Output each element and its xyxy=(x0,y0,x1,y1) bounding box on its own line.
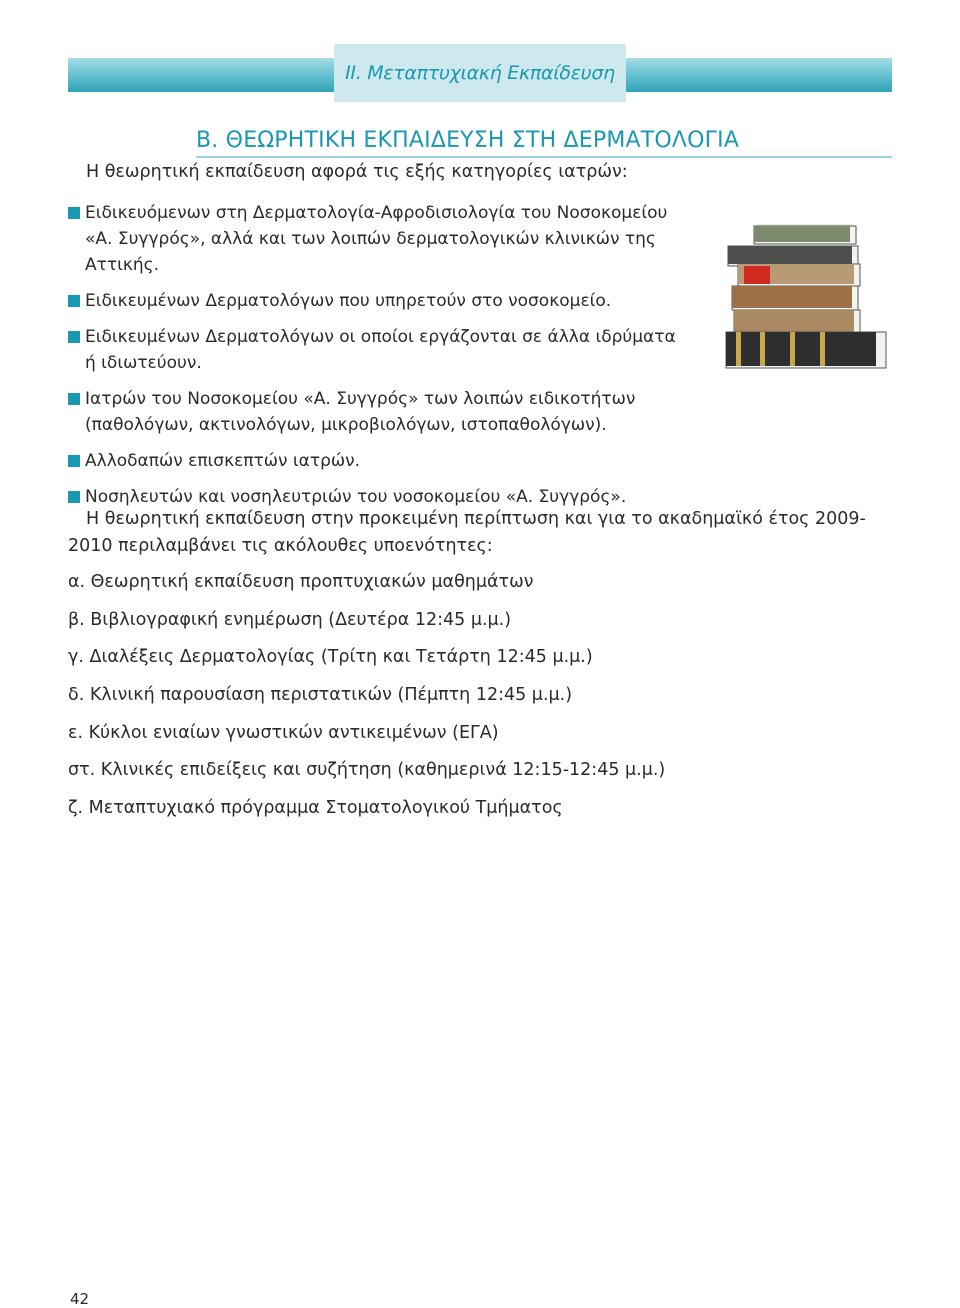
list-item: στ. Κλινικές επιδείξεις και συζήτηση (καθημερινά 12:15-12:45 μ.μ.) xyxy=(68,760,666,781)
square-bullet-icon xyxy=(68,207,80,219)
list-item: β. Βιβλιογραφική ενημέρωση (Δευτέρα 12:45 μ.μ.) xyxy=(68,609,512,630)
intro-text: Η θεωρητική εκπαίδευση αφορά τις εξής κατηγορίες ιατρών: xyxy=(86,162,628,182)
list-item: Ειδικευμένων Δερματολόγων που υπηρετούν στο νοσοκομείο. xyxy=(68,288,688,314)
title-rule xyxy=(196,156,892,158)
square-bullet-icon xyxy=(68,393,80,405)
section-tab xyxy=(334,44,626,102)
list-item: Ειδικευμένων Δερματολόγων οι οποίοι εργάζονται σε άλλα ιδρύματα ή ιδιωτεύουν. xyxy=(68,324,688,376)
list-item: α. Θεωρητική εκπαίδευση προπτυχιακών μαθημάτων xyxy=(68,572,534,592)
square-bullet-icon xyxy=(68,295,80,307)
list-item: Ιατρών του Νοσοκομείου «Α. Συγγρός» των λοιπών ειδικοτήτων (παθολόγων, ακτινολόγων, μικροβιολόγων, ιστοπαθολόγων). xyxy=(68,386,688,438)
square-bullet-icon xyxy=(68,455,80,467)
list-item: γ. Διαλέξεις Δερματολογίας (Τρίτη και Τετάρτη 12:45 μ.μ.) xyxy=(68,647,593,668)
list-item: ζ. Μεταπτυχιακό πρόγραμμα Στοματολογικού Τμήματος xyxy=(68,798,563,819)
list-item: Αλλοδαπών επισκεπτών ιατρών. xyxy=(68,448,688,474)
subsections-intro: Η θεωρητική εκπαίδευση στην προκειμένη περίπτωση και για το ακαδημαϊκό έτος 2009-2010 περιλαμβάνει τις ακόλουθες υποενότητες: xyxy=(68,509,866,556)
category-list xyxy=(68,200,688,520)
list-item: δ. Κλινική παρουσίαση περιστατικών (Πέμπτη 12:45 μ.μ.) xyxy=(68,685,573,706)
list-item: ε. Κύκλοι ενιαίων γνωστικών αντικειμένων (ΕΓΑ) xyxy=(68,722,499,743)
section-title: Β. ΘΕΩΡΗΤΙΚΗ ΕΚΠΑΙΔΕΥΣΗ ΣΤΗ ΔΕΡΜΑΤΟΛΟΓΙΑ xyxy=(196,128,740,153)
square-bullet-icon xyxy=(68,491,80,503)
list-item: Νοσηλευτών και νοσηλευτριών του νοσοκομείου «Α. Συγγρός». xyxy=(68,484,688,510)
page-number: 42 xyxy=(70,1290,90,1308)
square-bullet-icon xyxy=(68,331,80,343)
list-item: Ειδικευόμενων στη Δερματολογία-Αφροδισιολογία του Νοσοκομείου «Α. Συγγρός», αλλά και των λοιπών δερματολογικών κλινικών της Αττικής. xyxy=(68,200,688,278)
section-tab-label: II. Μεταπτυχιακή Εκπαίδευση xyxy=(345,62,615,84)
book-stack-icon xyxy=(720,218,890,378)
subsection-list xyxy=(68,569,665,833)
